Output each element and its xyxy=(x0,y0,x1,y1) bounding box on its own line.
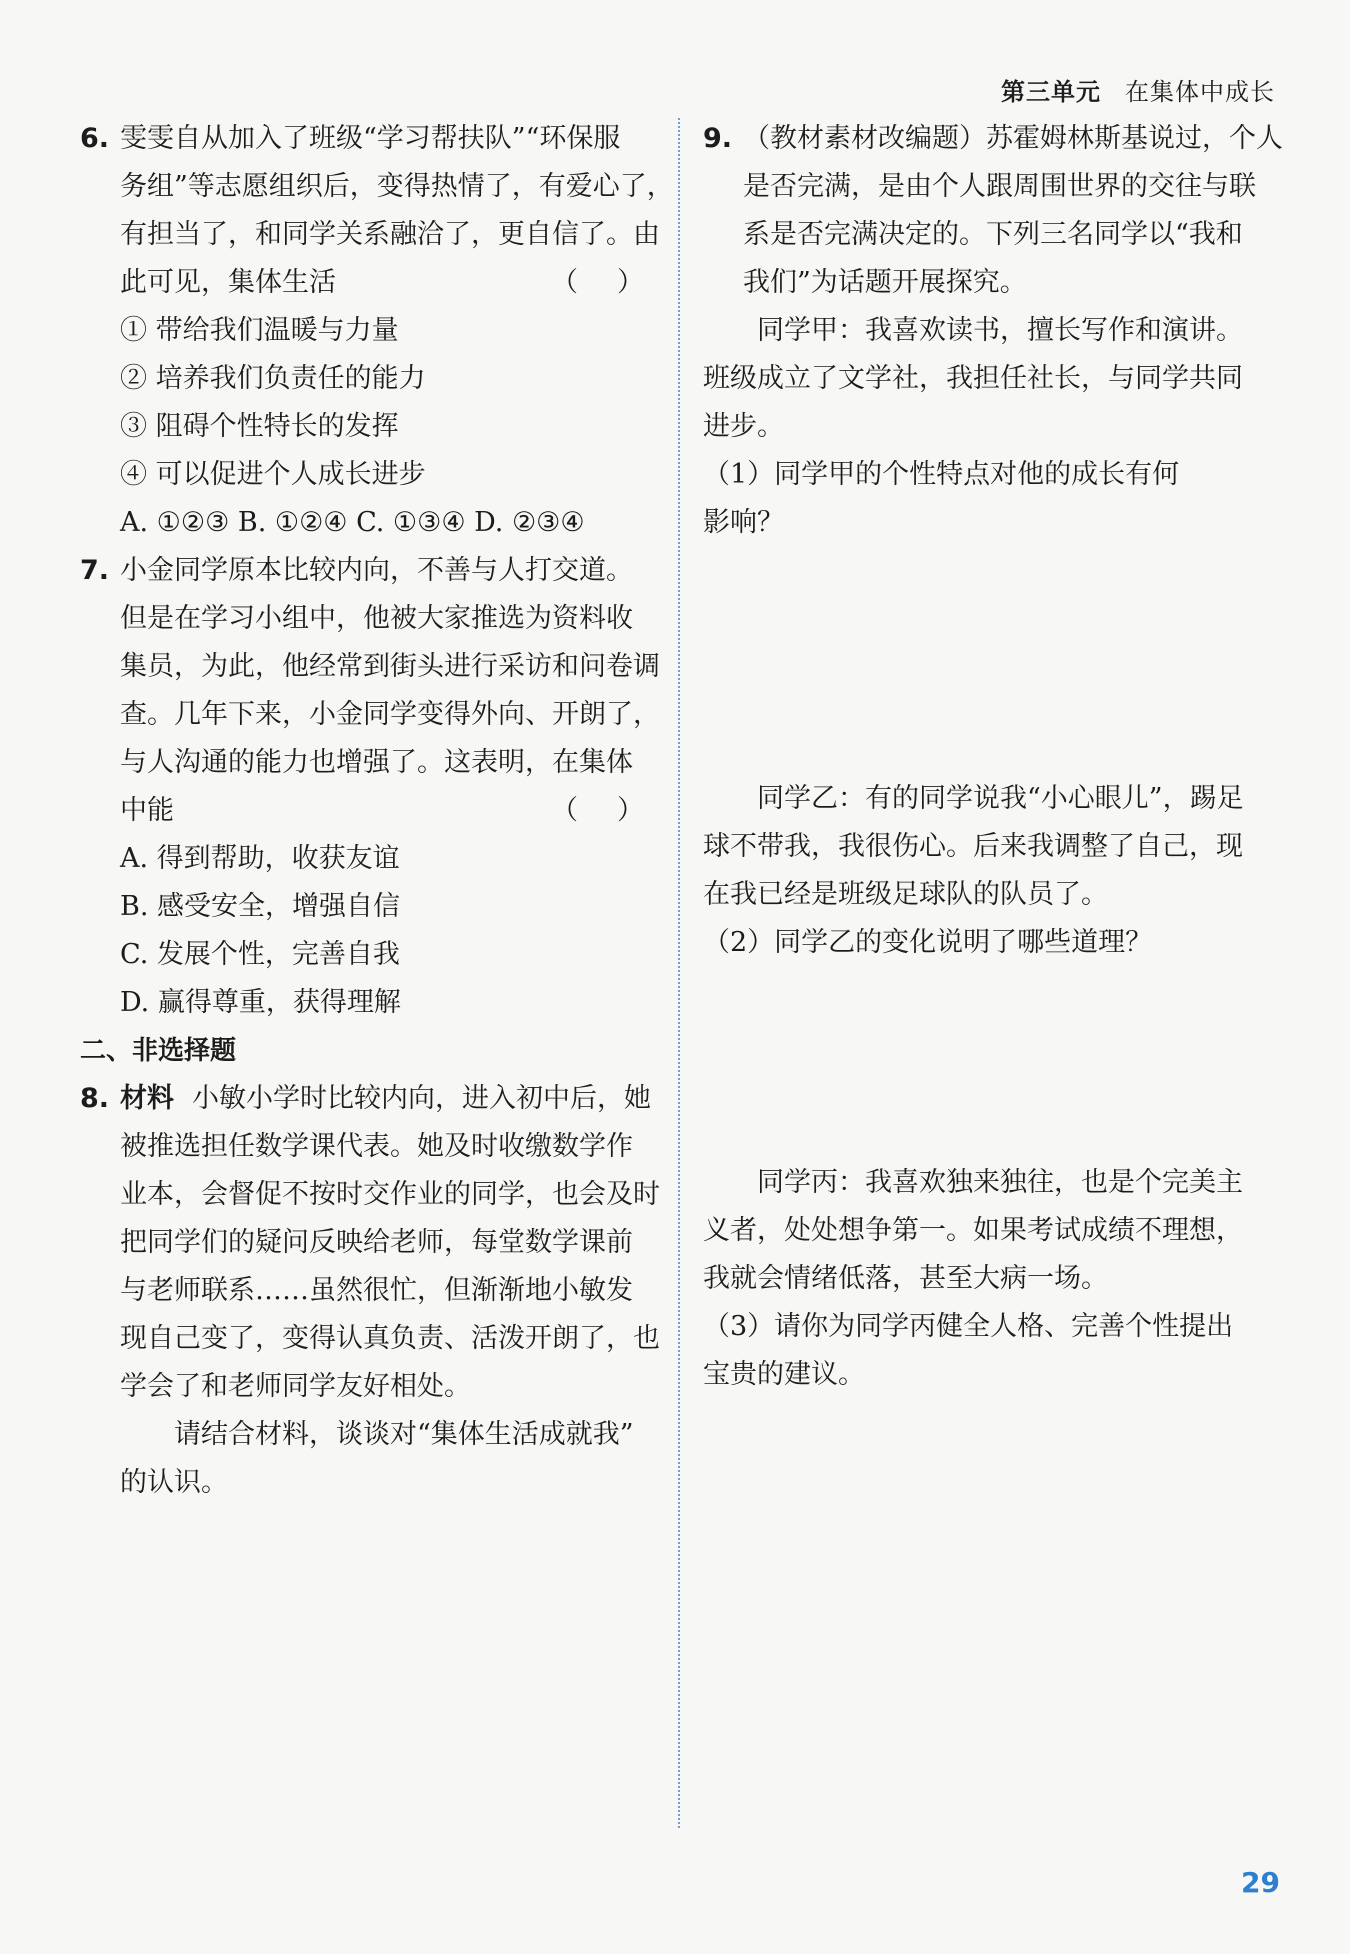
student-b-text: 球不带我，我很伤心。后来我调整了自己，现 xyxy=(703,831,1243,862)
question-8 xyxy=(80,1075,660,1507)
choice-option-a: A. 得到帮助，收获友谊 xyxy=(120,843,400,874)
question-6 xyxy=(80,115,674,547)
question-text-line: 系是否完满决定的。下列三名同学以“我和 xyxy=(743,219,1243,250)
student-c-text: 同学丙：我喜欢独来独往，也是个完美主 xyxy=(757,1167,1243,1198)
student-c-text: 义者，处处想争第一。如果考试成绩不理想， xyxy=(703,1215,1243,1246)
material-text-line: 学会了和老师同学友好相处。 xyxy=(120,1371,471,1402)
question-text-line xyxy=(120,787,650,835)
column-divider xyxy=(678,118,680,1828)
question-text-line: （教材素材改编题）苏霍姆林斯基说过，个人 xyxy=(743,123,1283,154)
statement-option: ② 培养我们负责任的能力 xyxy=(120,363,426,394)
question-9 xyxy=(703,115,1283,307)
question-text: 此可见，集体生活 xyxy=(120,267,336,298)
question-number: 7. xyxy=(80,555,110,586)
student-a-text: 进步。 xyxy=(703,411,784,442)
material-text-line: 现自己变了，变得认真负责、活泼开朗了，也 xyxy=(120,1323,660,1354)
left-column xyxy=(80,115,674,1507)
sub-question-2: （2）同学乙的变化说明了哪些道理？ xyxy=(703,927,1153,958)
sub-question-1: 影响？ xyxy=(703,507,784,538)
choice-option-b: B. 感受安全，增强自信 xyxy=(120,891,401,922)
page-header xyxy=(1001,72,1275,107)
student-b-text: 在我已经是班级足球队的队员了。 xyxy=(703,879,1108,910)
material-text-line xyxy=(120,1075,650,1123)
material-text-line: 把同学们的疑问反映给老师，每堂数学课前 xyxy=(120,1227,633,1258)
material-text-line: 被推选担任数学课代表。她及时收缴数学作 xyxy=(120,1131,633,1162)
material-text-line: 与老师联系……虽然很忙，但渐渐地小敏发 xyxy=(120,1275,633,1306)
question-text-line: 查。几年下来，小金同学变得外向、开朗了， xyxy=(120,699,660,730)
student-b-block xyxy=(703,775,1275,967)
question-number: 9. xyxy=(703,123,733,154)
choice-option-d: D. 赢得尊重，获得理解 xyxy=(120,987,401,1018)
sub-question-3: 宝贵的建议。 xyxy=(703,1359,865,1390)
question-text-line: 我们”为话题开展探究。 xyxy=(743,267,1027,298)
question-number: 6. xyxy=(80,123,110,154)
sub-question-1: （1）同学甲的个性特点对他的成长有何 xyxy=(703,459,1180,490)
question-text-line: 有担当了，和同学关系融洽了，更自信了。由 xyxy=(120,219,660,250)
page-number: 29 xyxy=(1241,1866,1280,1899)
answer-choices: A. ①②③ B. ①②④ C. ①③④ D. ②③④ xyxy=(120,507,585,538)
question-text-line: 集员，为此，他经常到街头进行采访和问卷调 xyxy=(120,651,660,682)
question-text: 中能 xyxy=(120,795,174,826)
material-text-line: 业本，会督促不按时交作业的同学，也会及时 xyxy=(120,1179,660,1210)
material-text: 小敏小学时比较内向，进入初中后，她 xyxy=(192,1083,651,1114)
statement-option: ④ 可以促进个人成长进步 xyxy=(120,459,426,490)
question-text-line: 但是在学习小组中，他被大家推选为资料收 xyxy=(120,603,633,634)
prompt-text-line: 请结合材料，谈谈对“集体生活成就我” xyxy=(174,1419,634,1450)
unit-label: 第三单元 xyxy=(1001,78,1101,106)
student-c-text: 我就会情绪低落，甚至大病一场。 xyxy=(703,1263,1108,1294)
answer-blank: （ ） xyxy=(551,267,650,298)
question-text-line: 与人沟通的能力也增强了。这表明，在集体 xyxy=(120,747,633,778)
question-text-line: 雯雯自从加入了班级“学习帮扶队”“环保服 xyxy=(120,123,621,154)
question-text-line xyxy=(120,259,650,307)
material-label: 材料 xyxy=(120,1083,174,1114)
answer-blank: （ ） xyxy=(551,795,650,826)
statement-option: ③ 阻碍个性特长的发挥 xyxy=(120,411,399,442)
question-text-line: 是否完满，是由个人跟周围世界的交往与联 xyxy=(743,171,1256,202)
sub-question-3: （3）请你为同学丙健全人格、完善个性提出 xyxy=(703,1311,1234,1342)
right-column xyxy=(703,115,1283,1399)
question-text-line: 小金同学原本比较内向，不善与人打交道。 xyxy=(120,555,633,586)
section-title: 二、非选择题 xyxy=(80,1036,237,1066)
prompt-text-line: 的认识。 xyxy=(120,1467,228,1498)
statement-option: ① 带给我们温暖与力量 xyxy=(120,315,399,346)
question-7 xyxy=(80,547,660,1027)
question-number: 8. xyxy=(80,1083,110,1114)
student-a-text: 同学甲：我喜欢读书，擅长写作和演讲。 xyxy=(757,315,1243,346)
question-text-line: 务组”等志愿组织后，变得热情了，有爱心了， xyxy=(120,171,674,202)
student-a-text: 班级成立了文学社，我担任社长，与同学共同 xyxy=(703,363,1243,394)
unit-title: 在集体中成长 xyxy=(1125,78,1275,106)
student-b-text: 同学乙：有的同学说我“小心眼儿”，踢足 xyxy=(757,783,1244,814)
choice-option-c: C. 发展个性，完善自我 xyxy=(120,939,400,970)
student-a-block xyxy=(703,307,1275,547)
student-c-block xyxy=(703,1159,1275,1399)
